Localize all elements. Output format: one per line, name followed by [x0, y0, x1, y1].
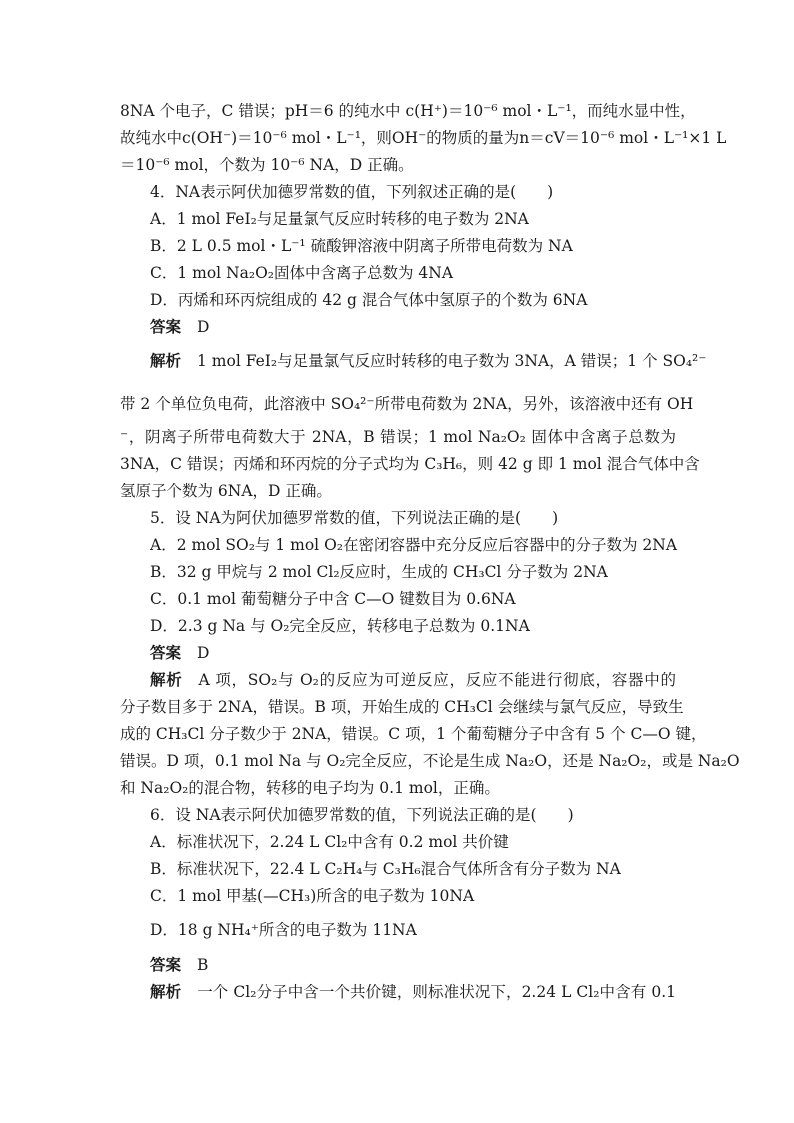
question-6-stem: 6．设 NA表示阿伏加德罗常数的值，下列说法正确的是( ) [150, 806, 574, 824]
question-6-option-b: B．标准状况下，22.4 L C₂H₄与 C₃H₆混合气体所含有分子数为 NA [150, 860, 621, 878]
question-4-option-d: D．丙烯和环丙烷组成的 42 g 混合气体中氢原子的个数为 6NA [150, 291, 588, 309]
answer-value: D [197, 644, 210, 662]
question-5-option-a: A．2 mol SO₂与 1 mol O₂在密闭容器中充分反应后容器中的分子数为 2NA [150, 536, 678, 554]
question-4-option-b: B．2 L 0.5 mol・L⁻¹ 硫酸钾溶液中阴离子所带电荷数为 NA [150, 237, 573, 255]
question-5-option-c: C．0.1 mol 葡萄糖分子中含 C—O 键数目为 0.6NA [150, 590, 516, 608]
question-6-option-c: C．1 mol 甲基(—CH₃)所含的电子数为 10NA [150, 887, 475, 905]
question-4-option-c: C．1 mol Na₂O₂固体中含离子总数为 4NA [150, 264, 454, 282]
analysis-label: 解析 [150, 670, 183, 689]
text-line: 分子数目多于 2NA，错误。B 项，开始生成的 CH₃Cl 会继续与氯气反应，导致生 [120, 698, 684, 716]
question-4-option-a: A．1 mol FeI₂与足量氯气反应时转移的电子数为 2NA [150, 210, 529, 228]
question-6-option-a: A．标准状况下，2.24 L Cl₂中含有 0.2 mol 共价键 [150, 833, 509, 851]
analysis-text: 一个 Cl₂分子中含一个共价键，则标准状况下，2.24 L Cl₂中含有 0.1 [197, 983, 676, 1001]
question-6-option-d: D．18 g NH₄⁺所含的电子数为 11NA [150, 921, 417, 939]
text-line: 错误。D 项，0.1 mol Na 与 O₂完全反应，不论是生成 Na₂O，还是 Na₂O₂，或是 Na₂O [120, 752, 740, 770]
question-5-option-d: D．2.3 g Na 与 O₂完全反应，转移电子总数为 0.1NA [150, 617, 530, 635]
text-line: 带 2 个单位负电荷，此溶液中 SO₄²⁻所带电荷数为 2NA，另外，该溶液中还有 OH [120, 395, 694, 413]
question-5-stem: 5．设 NA为阿伏加德罗常数的值，下列说法正确的是( ) [150, 509, 559, 527]
text-line: ＝10⁻⁶ mol，个数为 10⁻⁶ NA，D 正确。 [120, 156, 414, 174]
answer-label: 答案 [150, 955, 182, 974]
text-line: ⁻，阴离子所带电荷数大于 2NA，B 错误；1 mol Na₂O₂ 固体中含离子总数为 [120, 428, 676, 446]
text-line: 8NA 个电子，C 错误；pH＝6 的纯水中 c(H⁺)＝10⁻⁶ mol・L⁻¹，而纯水显中性， [120, 102, 696, 120]
answer-label: 答案 [150, 317, 182, 336]
question-4-answer [150, 315, 676, 339]
question-6-answer [150, 953, 676, 977]
text-line: 3NA，C 错误；丙烯和环丙烷的分子式均为 C₃H₆，则 42 g 即 1 mol 混合气体中含 [120, 455, 700, 473]
question-4-analysis [150, 349, 707, 373]
analysis-text: 1 mol FeI₂与足量氯气反应时转移的电子数为 3NA，A 错误；1 个 SO₄²⁻ [197, 352, 707, 370]
question-4-stem: 4．NA表示阿伏加德罗常数的值，下列叙述正确的是( ) [150, 183, 554, 201]
answer-value: B [197, 956, 209, 974]
analysis-label: 解析 [150, 982, 182, 1001]
question-6-analysis [150, 980, 676, 1004]
text-line: 和 Na₂O₂的混合物，转移的电子均为 0.1 mol，正确。 [120, 779, 500, 797]
analysis-label: 解析 [150, 351, 182, 370]
answer-value: D [197, 318, 210, 336]
question-5-analysis [150, 668, 676, 692]
answer-label: 答案 [150, 643, 182, 662]
question-5-answer [150, 641, 676, 665]
question-5-option-b: B．32 g 甲烷与 2 mol Cl₂反应时，生成的 CH₃Cl 分子数为 2NA [150, 563, 608, 581]
text-line: 成的 CH₃Cl 分子数少于 2NA，错误。C 项，1 个葡萄糖分子中含有 5 个 C—O 键， [120, 725, 707, 743]
analysis-text: A 项，SO₂与 O₂的反应为可逆反应，反应不能进行彻底，容器中的 [198, 671, 676, 689]
text-line: 故纯水中c(OH⁻)＝10⁻⁶ mol・L⁻¹，则OH⁻的物质的量为n＝cV＝10⁻⁶ mol・L⁻¹×1 L [120, 129, 727, 147]
text-line: 氢原子个数为 6NA，D 正确。 [120, 482, 332, 500]
